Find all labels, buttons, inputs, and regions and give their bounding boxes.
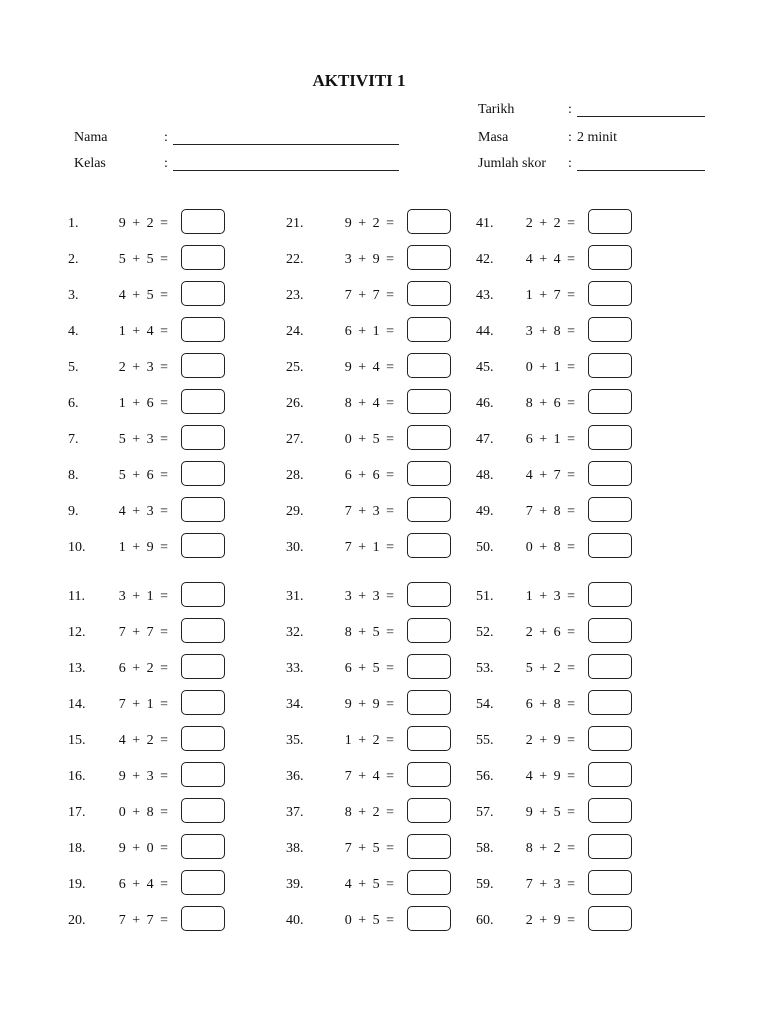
question-number: 25. bbox=[286, 360, 304, 375]
question-row bbox=[286, 245, 453, 275]
answer-box[interactable] bbox=[181, 654, 225, 679]
answer-box[interactable] bbox=[181, 834, 225, 859]
question-row bbox=[286, 281, 453, 311]
question-expression: 6 + 5 = bbox=[344, 661, 394, 676]
question-row bbox=[476, 834, 634, 864]
question-row bbox=[286, 317, 453, 347]
question-expression: 6 + 2 = bbox=[118, 661, 168, 676]
answer-box[interactable] bbox=[588, 389, 632, 414]
question-row bbox=[68, 618, 227, 648]
question-number: 45. bbox=[476, 360, 494, 375]
answer-box[interactable] bbox=[407, 497, 451, 522]
question-number: 7. bbox=[68, 432, 79, 447]
question-number: 36. bbox=[286, 769, 304, 784]
question-number: 2. bbox=[68, 252, 79, 267]
question-number: 16. bbox=[68, 769, 86, 784]
question-number: 39. bbox=[286, 877, 304, 892]
answer-box[interactable] bbox=[181, 618, 225, 643]
answer-box[interactable] bbox=[588, 209, 632, 234]
question-row bbox=[286, 209, 453, 239]
question-expression: 1 + 7 = bbox=[525, 288, 575, 303]
question-number: 42. bbox=[476, 252, 494, 267]
answer-box[interactable] bbox=[407, 425, 451, 450]
answer-box[interactable] bbox=[588, 690, 632, 715]
question-row bbox=[286, 533, 453, 563]
question-number: 33. bbox=[286, 661, 304, 676]
question-expression: 7 + 1 = bbox=[344, 540, 394, 555]
answer-box[interactable] bbox=[407, 353, 451, 378]
question-expression: 5 + 6 = bbox=[118, 468, 168, 483]
question-number: 29. bbox=[286, 504, 304, 519]
answer-box[interactable] bbox=[588, 654, 632, 679]
question-row bbox=[68, 798, 227, 828]
answer-box[interactable] bbox=[588, 425, 632, 450]
question-expression: 1 + 6 = bbox=[118, 396, 168, 411]
nama-field bbox=[74, 130, 404, 148]
question-expression: 0 + 1 = bbox=[525, 360, 575, 375]
answer-box[interactable] bbox=[407, 209, 451, 234]
question-number: 38. bbox=[286, 841, 304, 856]
tarikh-field bbox=[478, 102, 708, 120]
question-expression: 0 + 5 = bbox=[344, 913, 394, 928]
question-expression: 6 + 6 = bbox=[344, 468, 394, 483]
question-number: 26. bbox=[286, 396, 304, 411]
question-row bbox=[68, 654, 227, 684]
answer-box[interactable] bbox=[588, 245, 632, 270]
kelas-colon: : bbox=[164, 156, 168, 171]
question-row bbox=[476, 281, 634, 311]
worksheet-title: AKTIVITI 1 bbox=[312, 71, 406, 90]
answer-box[interactable] bbox=[181, 533, 225, 558]
question-row bbox=[68, 353, 227, 383]
jumlah-skor-field bbox=[478, 156, 708, 174]
answer-box[interactable] bbox=[588, 461, 632, 486]
question-row bbox=[476, 317, 634, 347]
answer-box[interactable] bbox=[181, 726, 225, 751]
question-expression: 9 + 2 = bbox=[344, 216, 394, 231]
question-number: 15. bbox=[68, 733, 86, 748]
question-row bbox=[476, 582, 634, 612]
question-row bbox=[68, 317, 227, 347]
question-row bbox=[476, 353, 634, 383]
answer-box[interactable] bbox=[407, 654, 451, 679]
answer-box[interactable] bbox=[407, 317, 451, 342]
question-row bbox=[286, 389, 453, 419]
question-expression: 7 + 1 = bbox=[118, 697, 168, 712]
question-row bbox=[476, 726, 634, 756]
question-number: 17. bbox=[68, 805, 86, 820]
question-number: 35. bbox=[286, 733, 304, 748]
question-number: 19. bbox=[68, 877, 86, 892]
answer-box[interactable] bbox=[181, 353, 225, 378]
answer-box[interactable] bbox=[588, 726, 632, 751]
question-number: 13. bbox=[68, 661, 86, 676]
question-number: 32. bbox=[286, 625, 304, 640]
question-row bbox=[476, 690, 634, 720]
question-number: 59. bbox=[476, 877, 494, 892]
question-expression: 5 + 3 = bbox=[118, 432, 168, 447]
question-expression: 2 + 9 = bbox=[525, 733, 575, 748]
question-number: 57. bbox=[476, 805, 494, 820]
question-row bbox=[68, 762, 227, 792]
question-number: 5. bbox=[68, 360, 79, 375]
question-row bbox=[68, 533, 227, 563]
question-number: 58. bbox=[476, 841, 494, 856]
answer-box[interactable] bbox=[588, 317, 632, 342]
answer-box[interactable] bbox=[181, 245, 225, 270]
question-number: 54. bbox=[476, 697, 494, 712]
question-row bbox=[476, 906, 634, 936]
question-expression: 1 + 3 = bbox=[525, 589, 575, 604]
question-expression: 4 + 2 = bbox=[118, 733, 168, 748]
question-expression: 5 + 2 = bbox=[525, 661, 575, 676]
question-row bbox=[476, 533, 634, 563]
question-expression: 2 + 3 = bbox=[118, 360, 168, 375]
question-expression: 9 + 2 = bbox=[118, 216, 168, 231]
question-expression: 7 + 7 = bbox=[118, 625, 168, 640]
question-row bbox=[286, 497, 453, 527]
question-number: 50. bbox=[476, 540, 494, 555]
question-expression: 5 + 5 = bbox=[118, 252, 168, 267]
answer-box[interactable] bbox=[588, 497, 632, 522]
question-number: 48. bbox=[476, 468, 494, 483]
question-row bbox=[476, 870, 634, 900]
answer-box[interactable] bbox=[588, 582, 632, 607]
question-row bbox=[286, 798, 453, 828]
question-expression: 4 + 3 = bbox=[118, 504, 168, 519]
question-row bbox=[476, 461, 634, 491]
nama-blank-line[interactable] bbox=[173, 144, 399, 145]
question-number: 31. bbox=[286, 589, 304, 604]
question-number: 53. bbox=[476, 661, 494, 676]
question-row bbox=[476, 389, 634, 419]
answer-box[interactable] bbox=[588, 618, 632, 643]
question-row bbox=[476, 798, 634, 828]
question-number: 9. bbox=[68, 504, 79, 519]
answer-box[interactable] bbox=[588, 906, 632, 931]
question-row bbox=[68, 389, 227, 419]
question-expression: 4 + 7 = bbox=[525, 468, 575, 483]
question-expression: 6 + 1 = bbox=[344, 324, 394, 339]
question-number: 8. bbox=[68, 468, 79, 483]
question-expression: 9 + 4 = bbox=[344, 360, 394, 375]
question-expression: 4 + 9 = bbox=[525, 769, 575, 784]
question-number: 20. bbox=[68, 913, 86, 928]
answer-box[interactable] bbox=[181, 209, 225, 234]
question-row bbox=[286, 690, 453, 720]
question-row bbox=[68, 726, 227, 756]
question-row bbox=[476, 654, 634, 684]
question-expression: 9 + 5 = bbox=[525, 805, 575, 820]
question-row bbox=[286, 870, 453, 900]
question-number: 14. bbox=[68, 697, 86, 712]
question-number: 37. bbox=[286, 805, 304, 820]
tarikh-colon: : bbox=[568, 102, 572, 117]
answer-box[interactable] bbox=[407, 618, 451, 643]
answer-box[interactable] bbox=[407, 690, 451, 715]
answer-box[interactable] bbox=[181, 870, 225, 895]
question-row bbox=[286, 461, 453, 491]
question-number: 41. bbox=[476, 216, 494, 231]
question-number: 28. bbox=[286, 468, 304, 483]
question-number: 18. bbox=[68, 841, 86, 856]
question-expression: 8 + 4 = bbox=[344, 396, 394, 411]
question-row bbox=[286, 353, 453, 383]
answer-box[interactable] bbox=[181, 461, 225, 486]
question-number: 51. bbox=[476, 589, 494, 604]
question-row bbox=[68, 461, 227, 491]
question-number: 12. bbox=[68, 625, 86, 640]
question-row bbox=[286, 425, 453, 455]
question-row bbox=[68, 870, 227, 900]
question-number: 11. bbox=[68, 589, 85, 604]
question-expression: 3 + 9 = bbox=[344, 252, 394, 267]
question-row bbox=[68, 281, 227, 311]
question-number: 56. bbox=[476, 769, 494, 784]
question-expression: 0 + 8 = bbox=[525, 540, 575, 555]
question-expression: 9 + 0 = bbox=[118, 841, 168, 856]
kelas-blank-line[interactable] bbox=[173, 170, 399, 171]
question-number: 10. bbox=[68, 540, 86, 555]
masa-field bbox=[478, 130, 708, 148]
question-number: 1. bbox=[68, 216, 79, 231]
answer-box[interactable] bbox=[407, 389, 451, 414]
answer-box[interactable] bbox=[407, 798, 451, 823]
masa-colon: : bbox=[568, 130, 572, 145]
answer-box[interactable] bbox=[181, 906, 225, 931]
question-row bbox=[68, 834, 227, 864]
question-expression: 9 + 3 = bbox=[118, 769, 168, 784]
answer-box[interactable] bbox=[588, 870, 632, 895]
jumlah-skor-blank-line[interactable] bbox=[577, 170, 705, 171]
question-expression: 0 + 5 = bbox=[344, 432, 394, 447]
answer-box[interactable] bbox=[407, 461, 451, 486]
question-number: 24. bbox=[286, 324, 304, 339]
question-expression: 4 + 5 = bbox=[118, 288, 168, 303]
question-expression: 6 + 4 = bbox=[118, 877, 168, 892]
question-number: 43. bbox=[476, 288, 494, 303]
answer-box[interactable] bbox=[181, 798, 225, 823]
answer-box[interactable] bbox=[181, 582, 225, 607]
question-row bbox=[68, 209, 227, 239]
question-expression: 7 + 4 = bbox=[344, 769, 394, 784]
answer-box[interactable] bbox=[407, 870, 451, 895]
question-row bbox=[476, 618, 634, 648]
question-number: 21. bbox=[286, 216, 304, 231]
answer-box[interactable] bbox=[407, 906, 451, 931]
tarikh-blank-line[interactable] bbox=[577, 116, 705, 117]
question-expression: 1 + 9 = bbox=[118, 540, 168, 555]
question-number: 52. bbox=[476, 625, 494, 640]
question-row bbox=[68, 582, 227, 612]
question-number: 44. bbox=[476, 324, 494, 339]
answer-box[interactable] bbox=[407, 834, 451, 859]
answer-box[interactable] bbox=[588, 353, 632, 378]
question-row bbox=[286, 762, 453, 792]
question-number: 27. bbox=[286, 432, 304, 447]
question-expression: 7 + 7 = bbox=[344, 288, 394, 303]
question-row bbox=[286, 618, 453, 648]
question-number: 47. bbox=[476, 432, 494, 447]
question-expression: 2 + 9 = bbox=[525, 913, 575, 928]
question-number: 40. bbox=[286, 913, 304, 928]
answer-box[interactable] bbox=[407, 533, 451, 558]
kelas-label: Kelas bbox=[74, 156, 106, 171]
question-expression: 8 + 5 = bbox=[344, 625, 394, 640]
question-row bbox=[286, 834, 453, 864]
masa-value: 2 minit bbox=[577, 130, 618, 145]
question-expression: 7 + 5 = bbox=[344, 841, 394, 856]
question-expression: 0 + 8 = bbox=[118, 805, 168, 820]
question-number: 55. bbox=[476, 733, 494, 748]
answer-box[interactable] bbox=[181, 281, 225, 306]
question-row bbox=[476, 762, 634, 792]
answer-box[interactable] bbox=[588, 533, 632, 558]
question-expression: 2 + 2 = bbox=[525, 216, 575, 231]
answer-box[interactable] bbox=[407, 762, 451, 787]
question-row bbox=[286, 726, 453, 756]
question-row bbox=[476, 497, 634, 527]
question-expression: 7 + 3 = bbox=[344, 504, 394, 519]
question-row bbox=[286, 582, 453, 612]
question-row bbox=[68, 245, 227, 275]
question-expression: 8 + 2 = bbox=[525, 841, 575, 856]
question-row bbox=[68, 906, 227, 936]
question-expression: 3 + 8 = bbox=[525, 324, 575, 339]
answer-box[interactable] bbox=[181, 389, 225, 414]
question-row bbox=[476, 245, 634, 275]
question-number: 60. bbox=[476, 913, 494, 928]
question-expression: 1 + 4 = bbox=[118, 324, 168, 339]
question-number: 6. bbox=[68, 396, 79, 411]
question-expression: 9 + 9 = bbox=[344, 697, 394, 712]
question-expression: 6 + 8 = bbox=[525, 697, 575, 712]
question-number: 49. bbox=[476, 504, 494, 519]
question-row bbox=[476, 425, 634, 455]
question-expression: 6 + 1 = bbox=[525, 432, 575, 447]
question-number: 46. bbox=[476, 396, 494, 411]
question-number: 22. bbox=[286, 252, 304, 267]
question-row bbox=[68, 690, 227, 720]
question-expression: 7 + 3 = bbox=[525, 877, 575, 892]
question-expression: 2 + 6 = bbox=[525, 625, 575, 640]
question-number: 23. bbox=[286, 288, 304, 303]
question-number: 30. bbox=[286, 540, 304, 555]
question-expression: 3 + 1 = bbox=[118, 589, 168, 604]
question-row bbox=[68, 425, 227, 455]
tarikh-label: Tarikh bbox=[478, 102, 515, 117]
answer-box[interactable] bbox=[588, 798, 632, 823]
answer-box[interactable] bbox=[588, 834, 632, 859]
answer-box[interactable] bbox=[588, 281, 632, 306]
question-expression: 4 + 5 = bbox=[344, 877, 394, 892]
question-row bbox=[68, 497, 227, 527]
jumlah-skor-label: Jumlah skor bbox=[478, 156, 547, 171]
question-number: 34. bbox=[286, 697, 304, 712]
answer-box[interactable] bbox=[407, 582, 451, 607]
question-number: 3. bbox=[68, 288, 79, 303]
answer-box[interactable] bbox=[407, 281, 451, 306]
answer-box[interactable] bbox=[181, 317, 225, 342]
jumlah-skor-colon: : bbox=[568, 156, 572, 171]
answer-box[interactable] bbox=[407, 245, 451, 270]
answer-box[interactable] bbox=[588, 762, 632, 787]
question-expression: 8 + 2 = bbox=[344, 805, 394, 820]
answer-box[interactable] bbox=[181, 497, 225, 522]
masa-label: Masa bbox=[478, 130, 509, 145]
question-expression: 3 + 3 = bbox=[344, 589, 394, 604]
answer-box[interactable] bbox=[407, 726, 451, 751]
question-expression: 4 + 4 = bbox=[525, 252, 575, 267]
kelas-field bbox=[74, 156, 404, 174]
question-row bbox=[286, 654, 453, 684]
question-row bbox=[476, 209, 634, 239]
nama-label: Nama bbox=[74, 130, 108, 145]
question-expression: 1 + 2 = bbox=[344, 733, 394, 748]
question-expression: 7 + 8 = bbox=[525, 504, 575, 519]
answer-box[interactable] bbox=[181, 690, 225, 715]
question-number: 4. bbox=[68, 324, 79, 339]
nama-colon: : bbox=[164, 130, 168, 145]
question-expression: 8 + 6 = bbox=[525, 396, 575, 411]
question-row bbox=[286, 906, 453, 936]
question-expression: 7 + 7 = bbox=[118, 913, 168, 928]
answer-box[interactable] bbox=[181, 762, 225, 787]
answer-box[interactable] bbox=[181, 425, 225, 450]
